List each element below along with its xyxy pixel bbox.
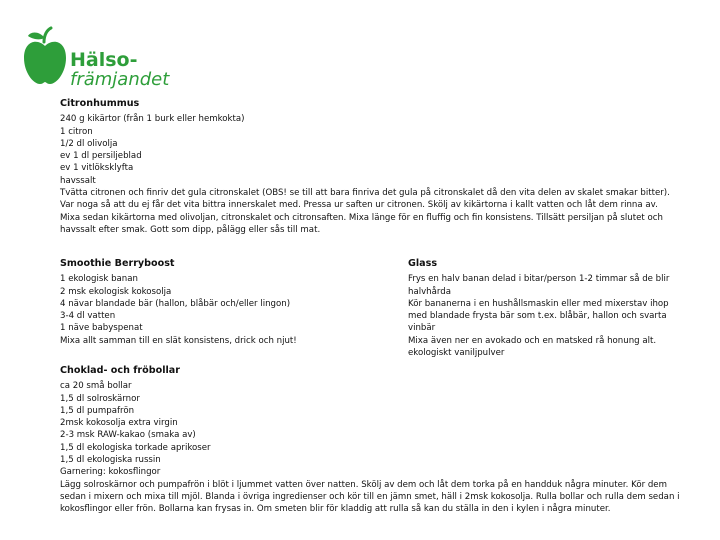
recipe-title: Citronhummus <box>60 98 140 109</box>
ingredient-line: ev 1 dl persiljeblad <box>60 151 142 162</box>
recipe-citronhummus <box>60 98 680 236</box>
ingredient-line: 1,5 dl pumpafrön <box>60 405 135 416</box>
recipe-line: Frys en halv banan delad i bitar/person 1-2 timmar så de blir halvhårda <box>408 274 670 297</box>
recipe-line: 3-4 dl vatten <box>60 311 116 322</box>
ingredient-line: ca 20 små bollar <box>60 381 132 392</box>
ingredient-line: 1,5 dl ekologiska torkade aprikoser <box>60 442 211 453</box>
ingredient-line: 1,5 dl ekologiska russin <box>60 455 161 466</box>
recipe-line: 4 nävar blandade bär (hallon, blåbär och/eller lingon) <box>60 298 291 309</box>
ingredient-line: 1,5 dl solroskärnor <box>60 393 140 404</box>
recipe-glass <box>408 258 673 359</box>
recipe-smoothie <box>60 258 380 347</box>
logo-wordmark <box>70 50 169 90</box>
ingredient-line: 2-3 msk RAW-kakao (smaka av) <box>60 430 196 441</box>
recipe-line: Mixa allt samman till en slät konsistens, drick och njut! <box>60 335 297 346</box>
recipe-line: Kör bananerna i en hushållsmaskin eller med mixerstav ihop med blandade frysta bär som t.ex. blåbär, hallon och svarta vinbär <box>408 298 669 334</box>
ingredient-line: Garnering: kokosflingor <box>60 467 161 478</box>
ingredient-line: havssalt <box>60 175 96 186</box>
apple-icon <box>22 26 68 86</box>
recipe-line: Mixa även ner en avokado och en matsked rå honung alt. ekologiskt vaniljpulver <box>408 335 657 359</box>
logo-line-1: Hälso- <box>70 49 138 71</box>
ingredient-line: 1 citron <box>60 126 93 137</box>
recipe-instructions: Tvätta citronen och finriv det gula citronskalet (OBS! se till att bara finriva det gula på citronskalet då den vita delen av skalet smakar bitter). Var noga så att du ej får det vita bittra innerskalet med. Pressa ur saften ur citronen. Skölj av kikärtorna i kallt vatten och låt dem rinna av. Mixa sedan kikärtorna med olivoljan, citronskalet och citronsaften. Mixa länge för en fluffig och fin konsistens. Tillsätt persiljan på slutet och havssalt efter smak. Gott som dipp, pålägg eller sås till mat. <box>60 188 670 235</box>
recipe-instructions: Lägg solroskärnor och pumpafrön i blöt i ljummet vatten över natten. Skölj av dem och låt dem torka på en handduk några minuter. Kör dem sedan i mixern och mixa till mjöl. Blanda i övriga ingredienser och kör till en jämn smet, häll i 2msk kokosolja. Rulla bollar och rulla dem sedan i kokosflingor eller frön. Bollarna kan frysas in. Om smeten blir för kladdig att rulla så kan du ställa in den i kylen i några minuter. <box>60 479 680 515</box>
ingredient-line: 2msk kokosolja extra virgin <box>60 418 178 429</box>
recipe-title: Glass <box>408 258 438 269</box>
recipe-line: 1 näve babyspenat <box>60 323 143 334</box>
recipe-choklad <box>60 365 685 516</box>
logo-line-2: främjandet <box>70 69 170 90</box>
recipe-title: Smoothie Berryboost <box>60 258 175 269</box>
recipe-line: 2 msk ekologisk kokosolja <box>60 286 172 297</box>
ingredient-line: ev 1 vitlöksklyfta <box>60 163 134 174</box>
ingredient-line: 1/2 dl olivolja <box>60 138 118 149</box>
recipe-title: Choklad- och fröbollar <box>60 365 180 376</box>
recipe-line: 1 ekologisk banan <box>60 274 138 285</box>
ingredient-line: 240 g kikärtor (från 1 burk eller hemkokta) <box>60 114 245 125</box>
logo <box>22 26 172 90</box>
